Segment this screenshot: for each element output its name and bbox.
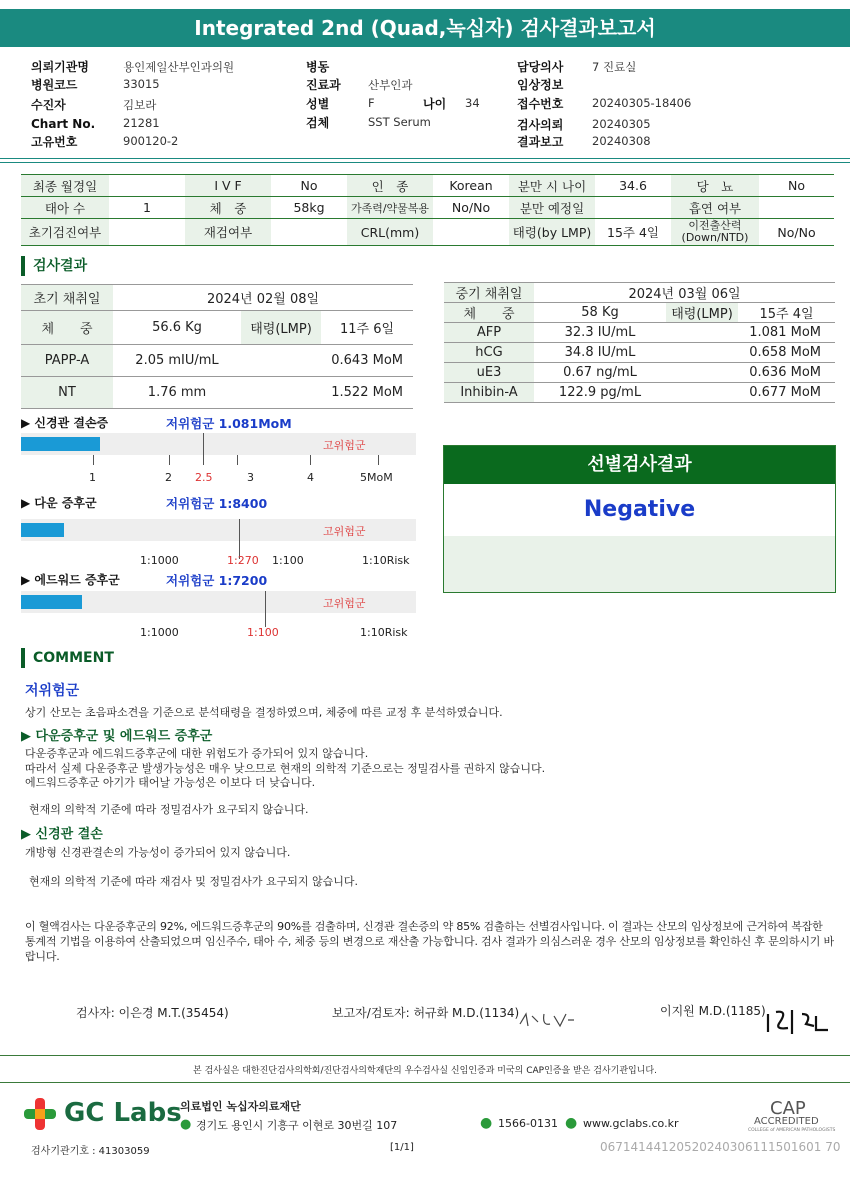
down-risk-fill [21,523,64,537]
tick-label: 1:10Risk [362,554,410,567]
header-key: 접수번호 [517,97,564,111]
website[interactable]: www.gclabs.co.kr [583,1117,679,1130]
comment-text: 현재의 의학적 기준에 따라 재검사 및 정밀검사가 요구되지 않습니다. [29,875,358,888]
header-value: 김보라 [123,98,157,112]
table-cell: 1.522 MoM [241,377,413,409]
patient-field-label: 흡연 여부 [671,197,759,219]
patient-field-label: CRL(mm) [347,219,433,246]
header-key: 임상정보 [517,78,564,92]
patient-info-table [21,174,834,246]
patient-field-label: I V F [185,175,271,197]
brand-name: GC Labs [64,1098,182,1128]
patient-field-value: 58kg [271,197,347,219]
header-key: 검사의뢰 [517,118,564,132]
comment-text: 따라서 실제 다운증후군 발생가능성은 매우 낮으므로 현재의 의학적 기준으로는 정밀검사를 권하지 않습니다. [25,762,546,775]
patient-field-label: 재검여부 [185,219,271,246]
down-risk-title: ▶ 다운 증후군 [21,496,97,510]
second-ga-label: 태령(LMP) [666,303,738,323]
ntd-risk-bar [21,433,416,455]
tick-label: 1:1000 [140,626,179,639]
down-risk-bar [21,519,416,541]
ntd-risk-title: ▶ 신경관 결손증 [21,416,109,430]
table-cell: 1.76 mm [113,377,241,409]
patient-field-value: No [271,175,347,197]
tick-label: 1:10Risk [360,626,408,639]
first-date-label: 초기 채취일 [21,285,113,311]
patient-field-label: 인 종 [347,175,433,197]
edwards-risk-fill [21,595,82,609]
tick [237,455,238,465]
first-trimester-table [21,284,413,409]
second-ga: 15주 4일 [738,303,835,323]
patient-field-value: No/No [759,219,834,246]
patient-field-value: 1 [109,197,185,219]
header-value: 20240308 [592,134,651,148]
patient-field-label: 분만 시 나이 [509,175,595,197]
high-risk-label: 고위험군 [323,439,366,452]
tick [310,455,311,465]
high-risk-label: 고위험군 [323,525,366,538]
tick [169,455,170,465]
second-trimester-table [444,282,835,403]
tick-label: 5MoM [360,471,393,484]
org-name: 의료법인 녹십자의료재단 [180,1100,301,1113]
cutoff-tick [265,591,266,627]
patient-field-value: No [759,175,834,197]
tick-label-cutoff: 1:100 [247,626,279,639]
patient-field-value: 15주 4일 [595,219,671,246]
second-weight: 58 Kg [534,303,666,323]
patient-field-label: 가족력/약물복용 [347,197,433,219]
comment-text: 상기 산모는 초음파소견을 기준으로 분석태령을 결정하였으며, 체중에 따른 교정 후 분석하였습니다. [25,706,503,719]
first-weight: 56.6 Kg [113,311,241,345]
patient-field-value [433,219,509,246]
ntd-risk-fill [21,437,100,451]
patient-field-label: 최종 월경일 [21,175,109,197]
cap-logo: CAP [770,1098,806,1119]
table-cell: 0.67 ng/mL [534,363,666,383]
table-row: uE3 [444,363,534,383]
header-key: 결과보고 [517,135,564,149]
reviewer: 보고자/검토자: 허규화 M.D.(1134) [332,1006,520,1020]
phone-icon: ● [480,1115,493,1131]
screening-title: 선별검사결과 [444,446,835,484]
gc-logo-icon [22,1097,58,1131]
down-risk-result: 저위험군 1:8400 [166,496,268,511]
page-number: [1/1] [390,1142,414,1153]
tick-label: 2 [165,471,172,484]
phone: 1566-0131 [498,1117,558,1130]
comment-text: 개방형 신경관결손의 가능성이 증가되어 있지 않습니다. [25,846,291,859]
tick-label: 3 [247,471,254,484]
header-key: 검체 [306,116,330,130]
director-signature [762,1004,834,1038]
header-key: 수진자 [31,98,66,112]
tick-label: 1:1000 [140,554,179,567]
certification-text: 본 검사실은 대한진단검사의학회/진단검사의학재단의 우수검사실 신임인증과 미국의 CAP인증을 받은 검사기관입니다. [193,1066,657,1076]
first-weight-label: 체 중 [21,311,113,345]
patient-field-value: No/No [433,197,509,219]
table-row: NT [21,377,113,409]
divider [0,162,850,163]
comment-low-risk: 저위험군 [25,683,80,699]
table-row: Inhibin-A [444,383,534,403]
table-cell: 0.643 MoM [241,345,413,377]
table-cell: 0.677 MoM [666,383,835,403]
table-cell: 1.081 MoM [666,323,835,343]
tick-label: 4 [307,471,314,484]
comment-heading: ▶ 신경관 결손 [21,827,103,842]
header-key: 진료과 [306,78,341,92]
comment-text: 다운증후군과 에드워드증후군에 대한 위험도가 증가되어 있지 않습니다. [25,747,369,760]
table-cell: 2.05 mIU/mL [113,345,241,377]
tick-label: 1 [89,471,96,484]
patient-field-value [759,197,834,219]
patient-field-value [109,175,185,197]
header-value: 용인제일산부인과의원 [123,60,235,74]
table-row: AFP [444,323,534,343]
address: 경기도 용인시 기흥구 이현로 30번길 107 [196,1119,398,1132]
second-weight-label: 체 중 [444,303,534,323]
patient-field-label: 태령(by LMP) [509,219,595,246]
age-key: 나이 [423,97,447,111]
patient-field-value: Korean [433,175,509,197]
header-key: Chart No. [31,117,96,131]
header-value: SST Serum [368,115,431,129]
patient-field-value [271,219,347,246]
header-value: 20240305-18406 [592,96,692,110]
header-key: 성별 [306,97,330,111]
table-cell: 32.3 IU/mL [534,323,666,343]
comment-text: 현재의 의학적 기준에 따라 정밀검사가 요구되지 않습니다. [29,803,309,816]
cutoff-tick [239,519,240,559]
screening-result-box [443,445,836,593]
header-value: 33015 [123,77,160,91]
patient-field-label: 초기검진여부 [21,219,109,246]
reviewer-signature [516,1008,576,1032]
tick [378,455,379,465]
second-date: 2024년 03월 06일 [534,283,835,303]
divider [0,1055,850,1056]
patient-field-value [109,219,185,246]
result-section-title: 검사결과 [21,256,87,276]
patient-field-label: 이전출산력 (Down/NTD) [671,219,759,246]
header-key: 고유번호 [31,135,78,149]
header-value: 산부인과 [368,78,413,92]
home-icon: ● [565,1115,578,1131]
table-cell: 0.636 MoM [666,363,835,383]
cap-org: COLLEGE of AMERICAN PATHOLOGISTS [748,1128,836,1133]
header-value: 7 진료실 [592,60,637,74]
header-value: F [368,96,375,110]
location-icon: ● [180,1117,192,1132]
tick [93,455,94,465]
age-value: 34 [465,96,480,110]
cutoff-tick [203,433,204,465]
patient-field-label: 태아 수 [21,197,109,219]
divider [0,1082,850,1083]
first-ga-label: 태령(LMP) [241,311,321,345]
first-date: 2024년 02월 08일 [113,285,413,311]
screening-footer [444,536,835,592]
tick-label-cutoff: 2.5 [195,471,213,484]
barcode-number: 06714144120520240306111501601 70 [600,1140,841,1154]
table-cell: 0.658 MoM [666,343,835,363]
patient-field-label: 분만 예정일 [509,197,595,219]
patient-field-value: 34.6 [595,175,671,197]
divider [0,158,850,159]
edwards-risk-bar [21,591,416,613]
comment-section-title: COMMENT [21,648,114,668]
institution-code: 검사기관기호 : 41303059 [31,1146,150,1157]
comment-text: 에드워드증후군 아기가 태어날 가능성은 이보다 더 낮습니다. [25,776,316,789]
edwards-risk-result: 저위험군 1:7200 [166,573,268,588]
examiner: 검사자: 이은경 M.T.(35454) [76,1006,229,1020]
patient-field-label: 당 뇨 [671,175,759,197]
tick-label-cutoff: 1:270 [227,554,259,567]
patient-field-value [595,197,671,219]
cap-accredited: ACCREDITED [754,1116,819,1127]
second-date-label: 중기 채취일 [444,283,534,303]
tick-label: 1:100 [272,554,304,567]
disclaimer-text: 이 혈액검사는 다운증후군의 92%, 에드워드증후군의 90%를 검출하며, 신경관 결손증의 약 85% 검출하는 선별검사입니다. 이 결과는 산모의 임상정보에 근거하여 복잡한 통계적 기법을 이용하여 산출되었으며 임신주수, 태아 수, 체중 등의 변경으로 재산출 가능합니다. 검사 결과가 의심스러운 경우 산모의 임상정보를 확인하신 후 문의하시기 바랍니다. [25,920,834,963]
high-risk-label: 고위험군 [323,597,366,610]
edwards-risk-title: ▶ 에드워드 증후군 [21,573,120,587]
header-key: 병원코드 [31,78,78,92]
header-value: 21281 [123,116,160,130]
header-key: 담당의사 [517,60,564,74]
first-ga: 11주 6일 [321,311,413,345]
director: 이지원 M.D.(1185) [660,1004,766,1018]
table-cell: 34.8 IU/mL [534,343,666,363]
ntd-risk-result: 저위험군 1.081MoM [166,416,292,431]
header-value: 20240305 [592,117,651,131]
header-key: 병동 [306,60,330,74]
patient-field-label: 체 중 [185,197,271,219]
table-row: PAPP-A [21,345,113,377]
header-key: 의뢰기관명 [31,60,89,74]
header-value: 900120-2 [123,134,179,148]
screening-result: Negative [583,497,696,522]
table-cell: 122.9 pg/mL [534,383,666,403]
comment-heading: ▶ 다운증후군 및 에드워드 증후군 [21,729,213,744]
table-row: hCG [444,343,534,363]
report-title: Integrated 2nd (Quad,녹십자) 검사결과보고서 [0,9,850,47]
